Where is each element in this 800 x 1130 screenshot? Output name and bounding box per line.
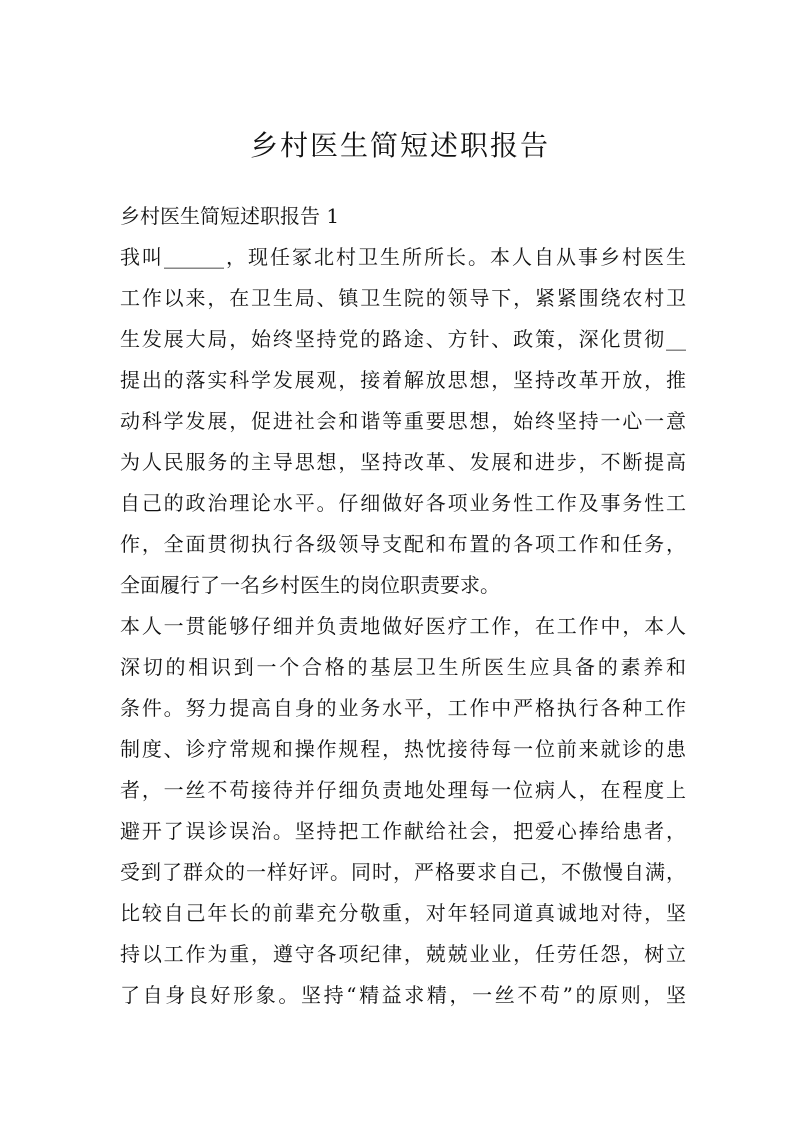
paragraph-1-line: 工作以来，在卫生局、镇卫生院的领导下，紧紧围绕农村卫 (120, 286, 686, 310)
paragraph-2-line: 持以工作为重，遵守各项纪律，兢兢业业，任劳任怨，树立 (120, 942, 686, 966)
paragraph-2-line: 了自身良好形象。坚持“精益求精，一丝不苟”的原则，坚 (120, 983, 686, 1007)
paragraph-2-line: 本人一贯能够仔细并负责地做好医疗工作，在工作中，本人 (120, 614, 686, 638)
paragraph-2-line: 条件。努力提高自身的业务水平，工作中严格执行各种工作 (120, 696, 686, 720)
paragraph-1-line: 自己的政治理论水平。仔细做好各项业务性工作及事务性工 (120, 491, 686, 515)
section-heading: 乡村医生简短述职报告 1 (120, 204, 340, 228)
paragraph-1-line: 作，全面贯彻执行各级领导支配和布置的各项工作和任务， (120, 532, 686, 556)
paragraph-2-line: 者，一丝不苟接待并仔细负责地处理每一位病人，在程度上 (120, 778, 686, 802)
paragraph-2-line: 受到了群众的一样好评。同时，严格要求自己，不傲慢自满， (120, 860, 686, 884)
paragraph-2-line: 比较自己年长的前辈充分敬重，对年轻同道真诚地对待，坚 (120, 901, 686, 925)
document-body (120, 196, 686, 1016)
paragraph-2-line: 深切的相识到一个合格的基层卫生所医生应具备的素养和 (120, 655, 686, 679)
paragraph-2-line: 避开了误诊误治。坚持把工作献给社会，把爱心捧给患者， (120, 819, 686, 843)
paragraph-1-line: 动科学发展，促进社会和谐等重要思想，始终坚持一心一意 (120, 409, 686, 433)
paragraph-2-line: 制度、诊疗常规和操作规程，热忱接待每一位前来就诊的患 (120, 737, 686, 761)
document-title: 乡村医生简短述职报告 (249, 129, 550, 162)
paragraph-1-line: 为人民服务的主导思想，坚持改革、发展和进步，不断提高 (120, 450, 686, 474)
paragraph-1-line: 全面履行了一名乡村医生的岗位职责要求。 (120, 573, 500, 597)
paragraph-1-line: 我叫______，现任冢北村卫生所所长。本人自从事乡村医生 (120, 245, 686, 269)
paragraph-1-line: 生发展大局，始终坚持党的路途、方针、政策，深化贯彻__ (120, 327, 686, 351)
paragraph-1-line: 提出的落实科学发展观，接着解放思想，坚持改革开放，推 (120, 368, 686, 392)
